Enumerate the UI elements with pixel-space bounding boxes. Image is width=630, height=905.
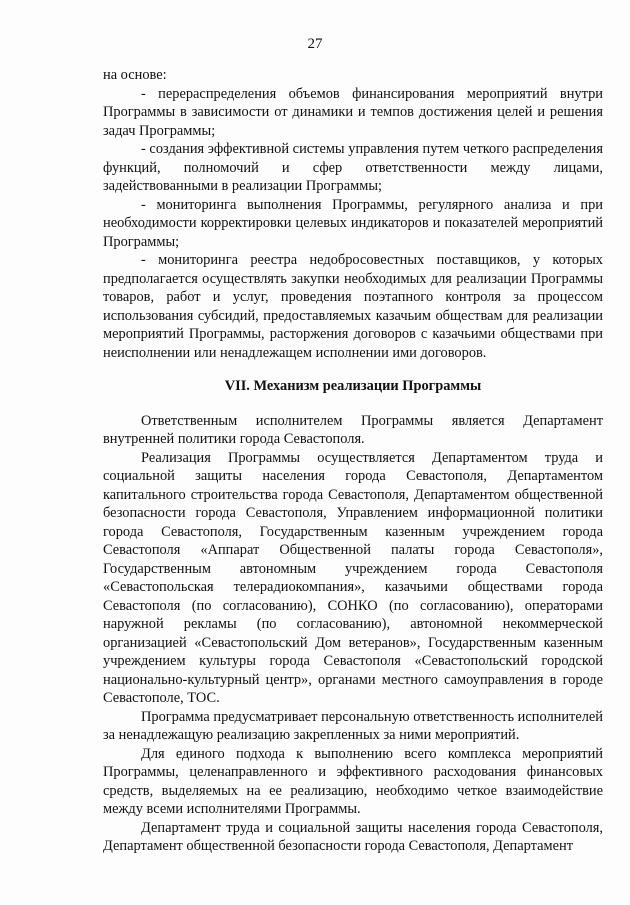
section-heading: VII. Механизм реализации Программы	[224, 378, 482, 394]
list-item-redistribution: - перераспределения объемов финансирования мероприятий внутри Программы в зависимости от динамики и темпов достижения целей и решения задач Программы;	[103, 85, 603, 139]
page-number: 27	[307, 36, 323, 52]
paragraph-implementation: Реализация Программы осуществляется Департаментом труда и социальной защиты населения города Севастополя, Департаментом капитального строительства города Севастополя, Департаментом общественной безопасности города Севастополя, Управлением информационной политики города Севастополя, Государственным казенным учреждением города Севастополя «Аппарат Общественной палаты города Севастополя», Государственным автономным учреждением города Севастополя «Севастопольская телерадиокомпания», казачьими обществами города Севастополя (по согласованию), СОНКО (по согласованию), операторами наружной рекламы (по согласованию), автономной некоммерческой организацией «Севастопольский Дом ветеранов», Государственным казенным учреждением культуры города Севастополя «Севастопольский городской национально-культурный центр», органами местного самоуправления в городе Севастополе, ТОС.	[103, 449, 603, 706]
paragraph-responsible-executor: Ответственным исполнителем Программы является Департамент внутренней политики города Севастополя.	[103, 412, 603, 447]
list-item-supplier-registry: - мониторинга реестра недобросовестных поставщиков, у которых предполагается осуществлять закупки необходимых для реализации Программы товаров, работ и услуг, проведения поэтапного контроля за процессом использования субсидий, предоставляемых казачьим обществам для реализации мероприятий Программы, расторжения договоров с казачьими обществами при неисполнении или ненадлежащем исполнении ими договоров.	[103, 252, 603, 361]
page-body	[103, 66, 603, 856]
list-item-management-system: - создания эффективной системы управления путем четкого распределения функций, полномочий и сфер ответственности между лицами, задействованными в реализации Программы;	[103, 141, 603, 194]
paragraph-departments: Департамент труда и социальной защиты населения города Севастополя, Департамент общественной безопасности города Севастополя, Департамент	[103, 819, 603, 854]
paragraph-intro: на основе:	[103, 67, 167, 83]
paragraph-unified-approach: Для единого подхода к выполнению всего комплекса мероприятий Программы, целенаправленного и эффективного расходования финансовых средств, выделяемых на ее реализацию, необходимо четкое взаимодействие между всеми исполнителями Программы.	[103, 745, 603, 817]
paragraph-responsibility: Программа предусматривает персональную ответственность исполнителей за ненадлежащую реализацию закрепленных за ними мероприятий.	[103, 708, 603, 743]
list-item-monitoring: - мониторинга выполнения Программы, регулярного анализа и при необходимости корректировки целевых индикаторов и показателей мероприятий Программы;	[103, 196, 603, 250]
